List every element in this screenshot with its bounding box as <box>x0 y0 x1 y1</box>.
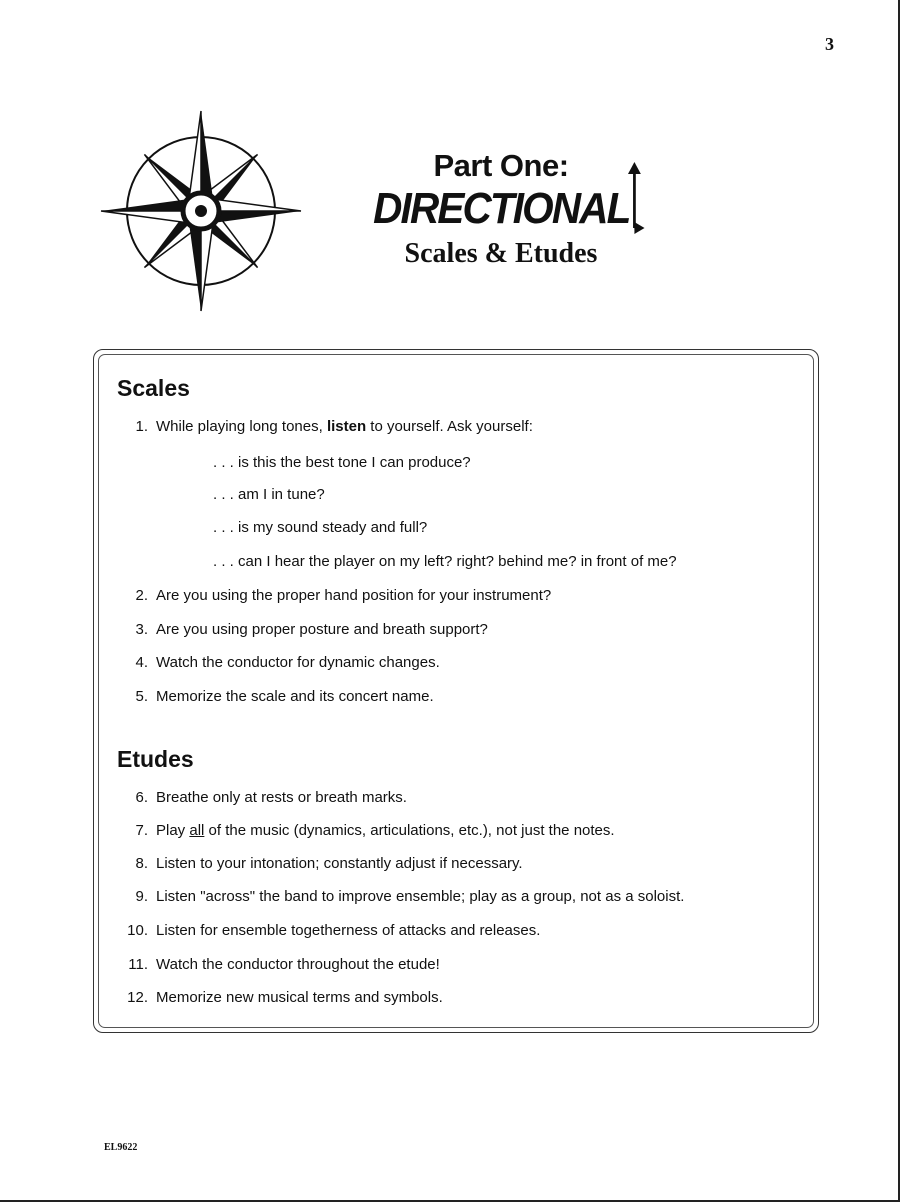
item-number: 7. <box>135 822 148 839</box>
item-number: 6. <box>135 789 148 806</box>
item-text: Breathe only at rests or breath marks. <box>156 789 407 806</box>
item-number: 10. <box>127 922 148 939</box>
page-number: 3 <box>825 34 834 54</box>
item-text-part: Play <box>156 822 190 839</box>
title-directional-text: DIRECTIONAL <box>372 184 630 233</box>
item-text: Listen "across" the band to improve ensemble; play as a group, not as a soloist. <box>156 888 685 905</box>
sub-question: . . . is this the best tone I can produce? <box>213 454 471 471</box>
item-number: 12. <box>127 989 148 1006</box>
item-number: 11. <box>128 956 148 973</box>
item-number: 3. <box>135 621 148 638</box>
title-directional <box>373 184 629 234</box>
item-number: 5. <box>135 688 148 705</box>
item-number: 9. <box>135 888 148 905</box>
arrow-up-down-icon <box>624 162 644 236</box>
item-number: 8. <box>135 855 148 872</box>
title-scales-etudes: Scales & Etudes <box>404 238 598 269</box>
item-text-part: to yourself. Ask yourself: <box>366 418 533 435</box>
item-text-part: While playing long tones, <box>156 418 327 435</box>
sub-question: . . . can I hear the player on my left? right? behind me? in front of me? <box>213 553 677 570</box>
item-text: Watch the conductor throughout the etude! <box>156 956 440 973</box>
scales-heading: Scales <box>117 375 190 401</box>
item-text-part: of the music (dynamics, articulations, etc.), not just the notes. <box>204 822 615 839</box>
item-number: 4. <box>135 654 148 671</box>
item-number: 2. <box>135 587 148 604</box>
sub-question: . . . is my sound steady and full? <box>213 519 428 536</box>
item-text: Listen for ensemble togetherness of attacks and releases. <box>156 922 541 939</box>
etudes-heading: Etudes <box>117 746 194 772</box>
item-text: Listen to your intonation; constantly adjust if necessary. <box>156 855 523 872</box>
item-text-underline: all <box>189 822 205 839</box>
item-text: Are you using proper posture and breath support? <box>156 621 488 638</box>
item-text: Watch the conductor for dynamic changes. <box>156 654 440 671</box>
item-number: 1. <box>135 418 148 435</box>
item-text-bold: listen <box>326 418 367 435</box>
item-text: Memorize the scale and its concert name. <box>156 688 434 705</box>
compass-rose-icon <box>98 108 304 314</box>
footer-code: EL9622 <box>104 1142 138 1153</box>
item-text <box>156 418 533 435</box>
item-text <box>156 822 615 839</box>
sub-question: . . . am I in tune? <box>213 486 325 503</box>
title-part-one: Part One: <box>433 148 569 183</box>
item-text: Are you using the proper hand position for your instrument? <box>156 587 552 604</box>
title-block <box>346 148 656 272</box>
item-text: Memorize new musical terms and symbols. <box>156 989 443 1006</box>
